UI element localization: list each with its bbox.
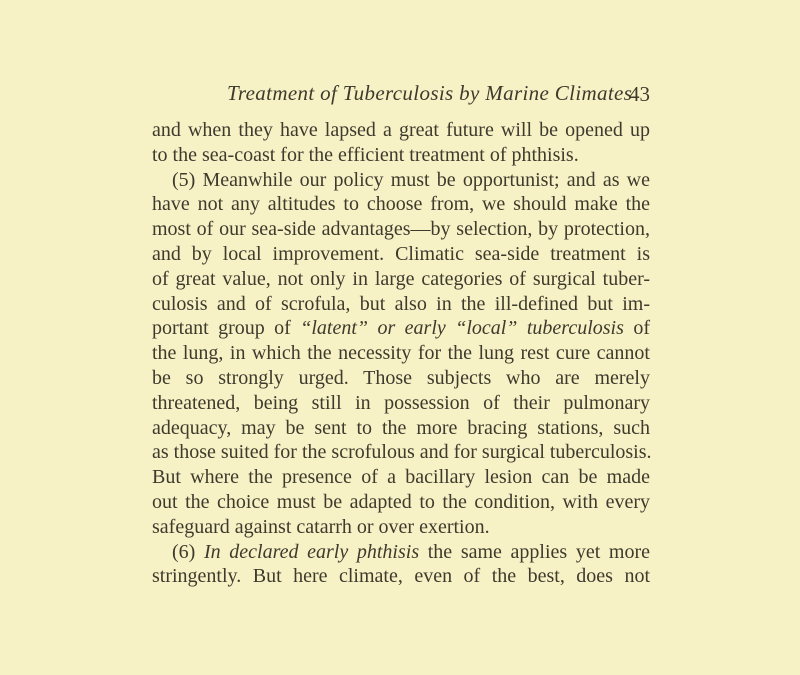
- running-title: Treatment of Tuberculosis by Marine Climates: [227, 81, 633, 105]
- text-line: [152, 316, 650, 341]
- text-line: the lung, in which the necessity for the lung rest cure cannot: [152, 342, 650, 365]
- text-line: and when they have lapsed a great future will be opened up: [152, 119, 650, 141]
- text-line: culosis and of scrofula, but also in the ill-defined but im-: [152, 292, 650, 315]
- text-line: most of our sea-side advantages—by selection, by protection,: [152, 218, 650, 241]
- text-line: But where the presence of a bacillary lesion can be made: [152, 466, 650, 489]
- text-line: safeguard against catarrh or over exertion.: [152, 515, 490, 538]
- text-line: of great value, not only in large categories of surgical tuber-: [152, 267, 650, 290]
- text-line: threatened, being still in possession of their pulmonary: [152, 391, 650, 414]
- paragraph-6-start: [152, 540, 650, 565]
- text-segment: the same applies yet more: [419, 540, 651, 563]
- text-line: adequacy, may be sent to the more bracing stations, such: [152, 416, 650, 439]
- text-segment: portant group of: [152, 317, 301, 340]
- text-line: have not any altitudes to choose from, we should make the: [152, 193, 650, 216]
- text-line: to the sea-coast for the efficient treatment of phthisis.: [152, 143, 579, 166]
- text-line: be so strongly urged. Those subjects who are merely: [152, 366, 650, 389]
- paragraph-5-start: (5) Meanwhile our policy must be opportunist; and as we: [172, 168, 650, 191]
- text-line: out the choice must be adapted to the condition, with every: [152, 490, 650, 513]
- text-segment: (6): [172, 540, 204, 563]
- running-head: [152, 78, 650, 112]
- body-text: [152, 118, 650, 589]
- italic-phrase: In declared early phthisis: [203, 540, 420, 563]
- text-line: stringently. But here climate, even of the best, does not: [152, 565, 650, 588]
- text-line: and by local improvement. Climatic sea-side treatment is: [152, 242, 650, 265]
- italic-phrase: “latent” or early “local” tuberculosis: [300, 317, 624, 340]
- text-line: as those suited for the scrofulous and for surgical tuberculosis.: [152, 441, 652, 464]
- page-number: 43: [629, 82, 650, 106]
- text-segment: of: [623, 317, 650, 340]
